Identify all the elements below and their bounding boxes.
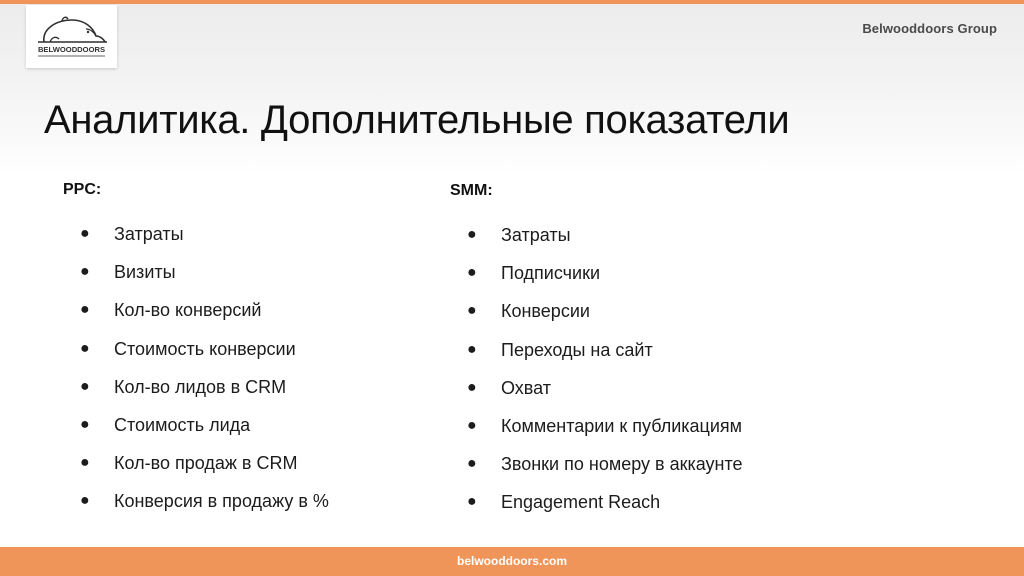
list-item xyxy=(63,489,329,527)
list-item xyxy=(63,260,329,298)
footer-bar xyxy=(0,547,1024,576)
bullet-icon: ● xyxy=(80,415,90,433)
brand-name: Belwooddoors Group xyxy=(862,21,997,36)
top-accent-bar xyxy=(0,0,1024,4)
list-item xyxy=(450,223,743,261)
list-item xyxy=(63,413,329,451)
list-item xyxy=(450,261,743,299)
bullet-icon: ● xyxy=(80,492,90,510)
list-item-label: Затраты xyxy=(114,224,184,244)
list-item xyxy=(63,298,329,336)
footer-website: belwooddoors.com xyxy=(456,554,567,568)
list-item xyxy=(450,452,743,490)
bullet-icon: ● xyxy=(80,263,90,281)
list-item-label: Охват xyxy=(501,377,552,398)
bullet-icon: ● xyxy=(467,264,477,282)
list-item xyxy=(450,490,743,528)
bullet-icon: ● xyxy=(467,455,477,473)
bullet-icon: ● xyxy=(467,493,477,511)
list-item xyxy=(63,451,329,489)
ppc-list xyxy=(63,222,329,528)
list-item-label: Конверсии xyxy=(501,301,590,322)
list-item-label: Кол-во конверсий xyxy=(114,300,262,321)
logo-wordmark: BELWOODDOORS xyxy=(37,45,106,54)
list-item-label: Визиты xyxy=(114,262,176,283)
list-item xyxy=(450,376,743,414)
list-item-label: Engagement Reach xyxy=(501,492,661,513)
list-item xyxy=(63,375,329,413)
bullet-icon: ● xyxy=(467,416,477,434)
bullet-icon: ● xyxy=(80,454,90,472)
smm-heading: SMM: xyxy=(450,182,493,199)
bullet-icon: ● xyxy=(467,340,477,358)
list-item-label: Стоимость конверсии xyxy=(114,338,296,359)
ppc-column xyxy=(63,180,463,512)
bullet-icon: ● xyxy=(467,302,477,320)
logo-beaver-icon xyxy=(26,5,117,68)
list-item xyxy=(450,338,743,376)
bullet-icon: ● xyxy=(80,225,90,242)
list-item-label: Комментарии к публикациям xyxy=(501,415,743,436)
list-item-label: Звонки по номеру в аккаунте xyxy=(501,454,743,475)
bullet-icon: ● xyxy=(80,301,90,319)
slide-title: Аналитика. Дополнительные показатели xyxy=(44,98,790,142)
ppc-heading: PPC: xyxy=(63,181,102,198)
bullet-icon: ● xyxy=(467,378,477,396)
smm-list xyxy=(450,223,743,529)
list-item-label: Переходы на сайт xyxy=(501,339,653,360)
logo xyxy=(26,5,117,68)
list-item xyxy=(450,299,743,337)
list-item-label: Стоимость лида xyxy=(114,414,251,435)
bullet-icon: ● xyxy=(80,339,90,357)
bullet-icon: ● xyxy=(80,377,90,395)
smm-column xyxy=(450,181,850,513)
bullet-icon: ● xyxy=(467,226,477,243)
list-item-label: Затраты xyxy=(501,225,571,245)
list-item-label: Подписчики xyxy=(501,263,601,284)
list-item xyxy=(450,414,743,452)
list-item-label: Кол-во лидов в CRM xyxy=(114,376,287,397)
list-item xyxy=(63,337,329,375)
list-item-label: Кол-во продаж в CRM xyxy=(114,453,298,474)
list-item xyxy=(63,222,329,260)
list-item-label: Конверсия в продажу в % xyxy=(114,491,329,512)
